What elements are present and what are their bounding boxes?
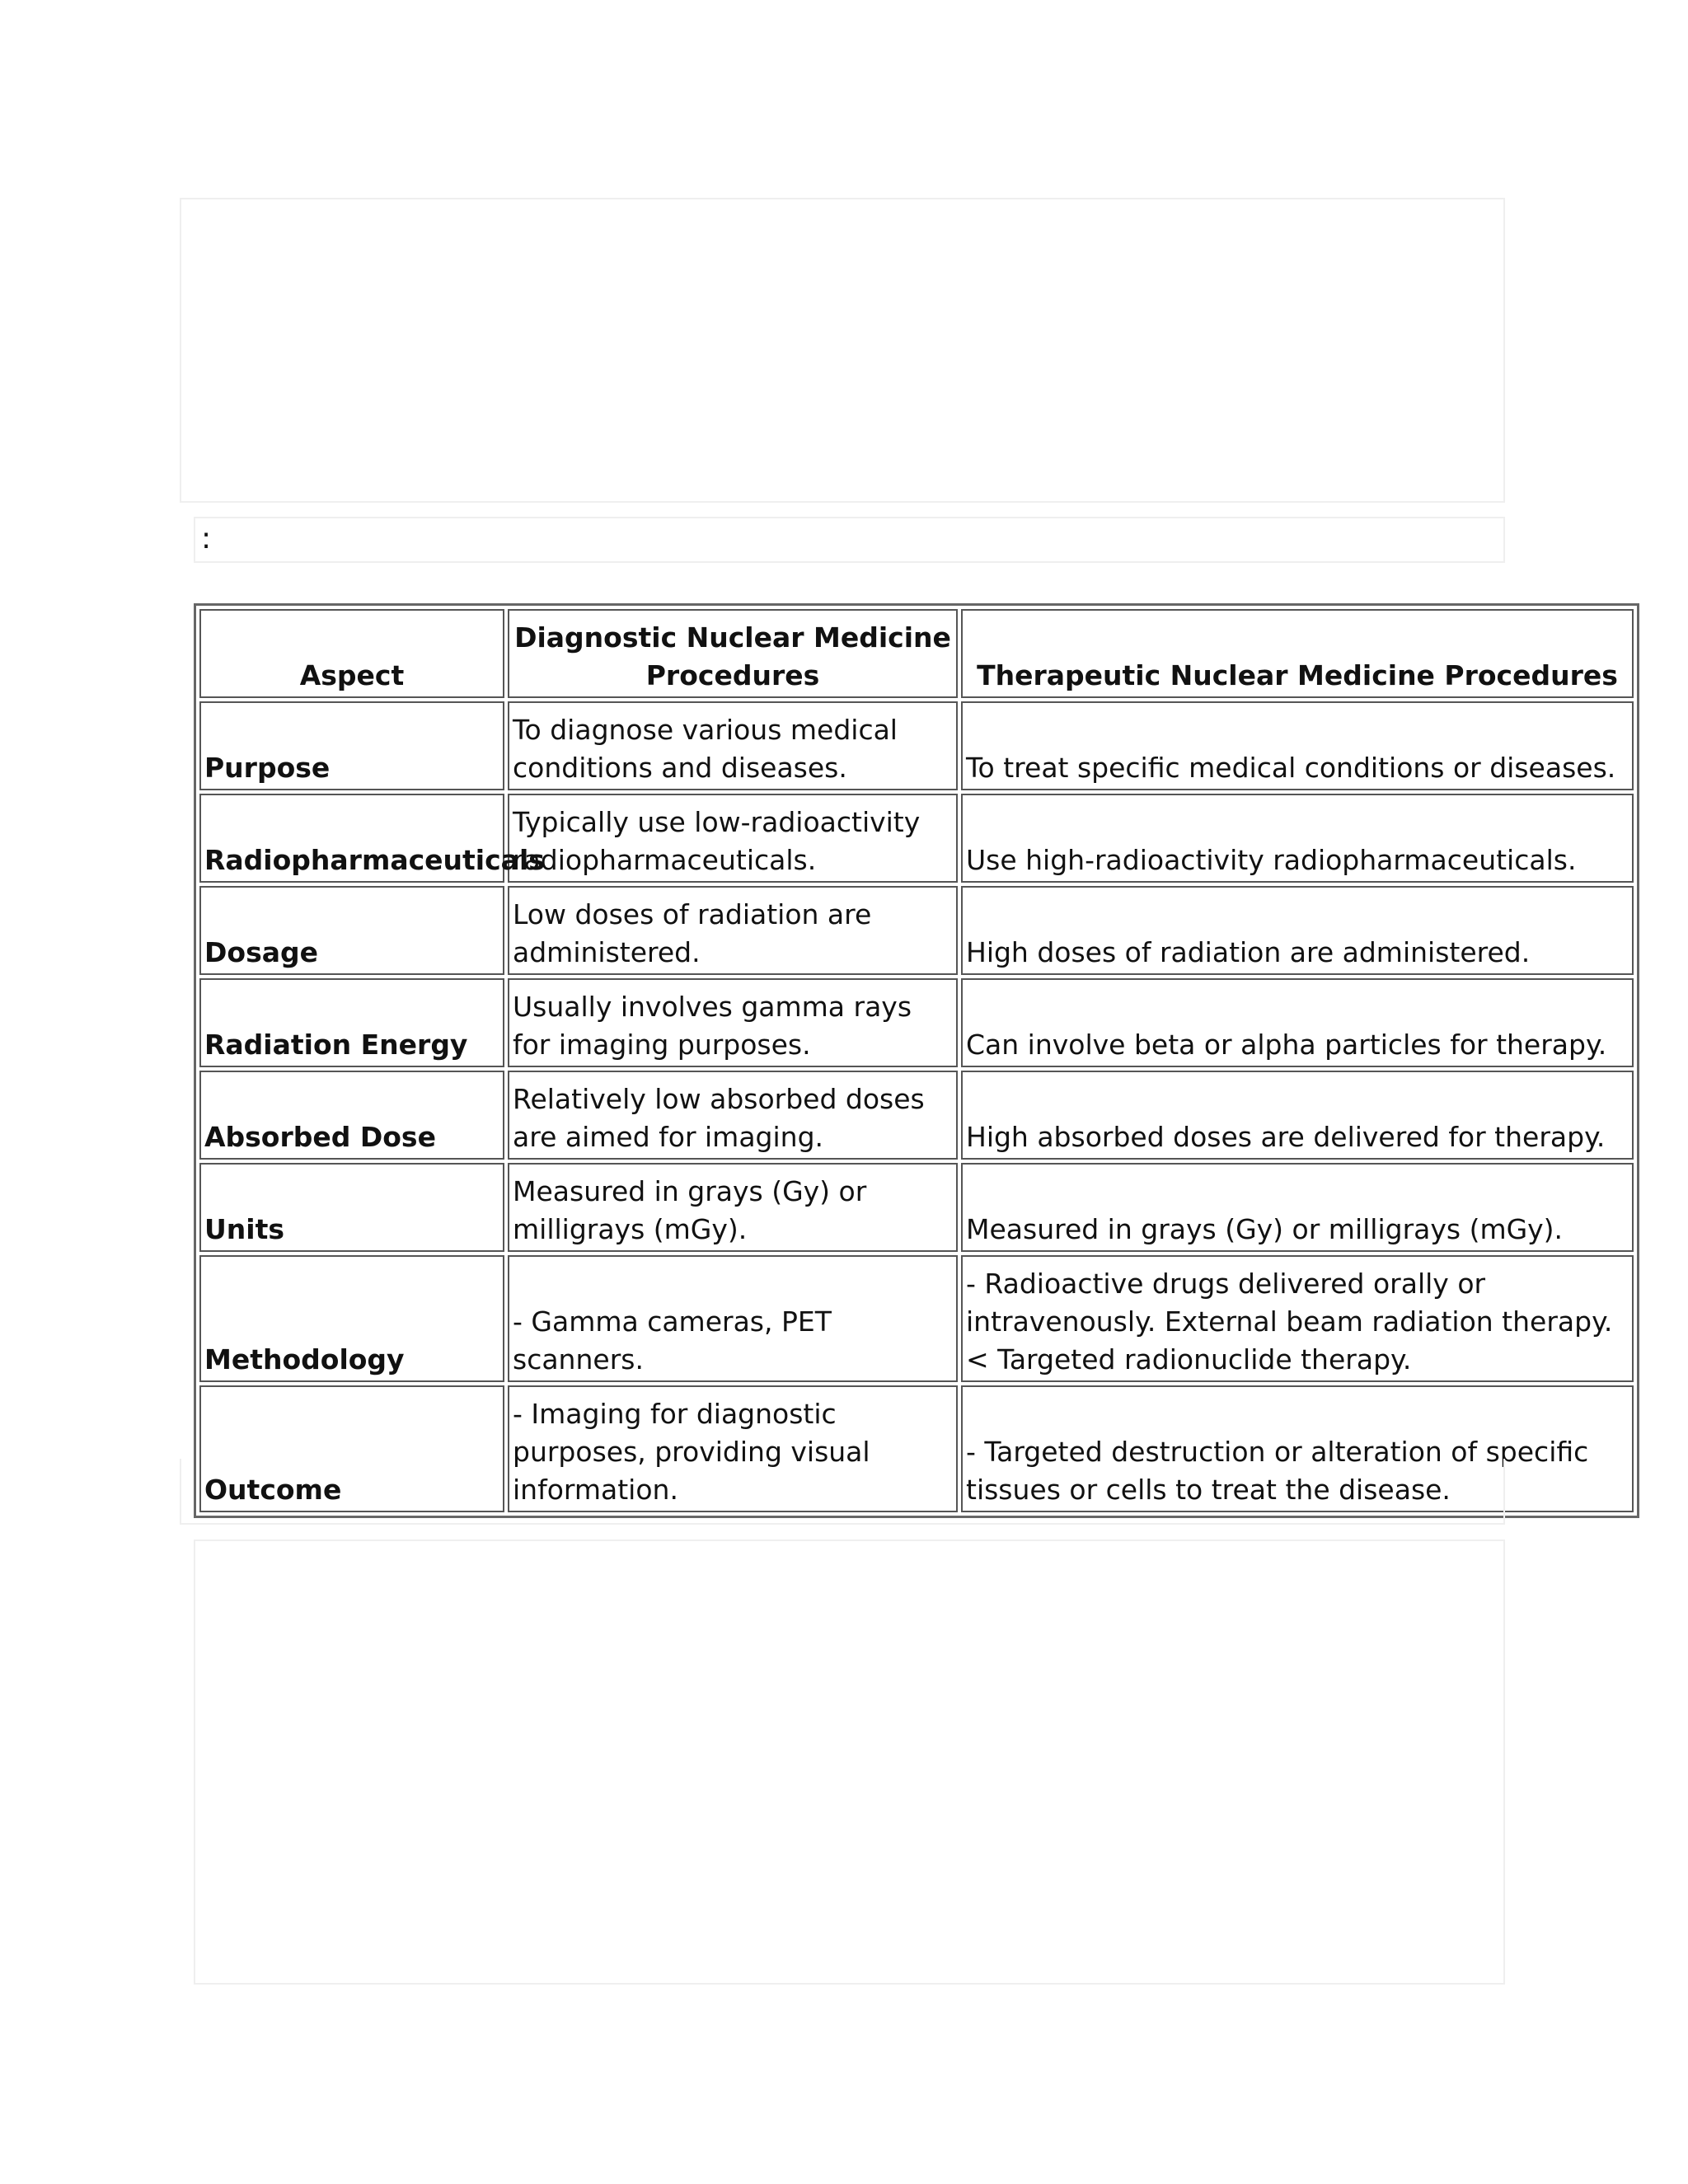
comparison-table (196, 606, 1637, 1516)
row-therapeutic-cell: To treat specific medical conditions or diseases. (961, 701, 1634, 790)
table-row (199, 886, 1634, 975)
row-diagnostic-cell: Low doses of radiation are administered. (508, 886, 958, 975)
intro-colon-text: : (201, 522, 212, 555)
row-diagnostic-cell: Usually involves gamma rays for imaging purposes. (508, 978, 958, 1067)
row-aspect-cell: Methodology (199, 1255, 504, 1382)
empty-content-frame-top (180, 198, 1505, 503)
row-therapeutic-cell: - Targeted destruction or alteration of specific tissues or cells to treat the disease. (961, 1385, 1634, 1512)
row-therapeutic-cell: Use high-radioactivity radiopharmaceuticals. (961, 794, 1634, 883)
row-aspect-cell: Outcome (199, 1385, 504, 1512)
comparison-table-container (194, 603, 1639, 1518)
row-diagnostic-cell: To diagnose various medical conditions and diseases. (508, 701, 958, 790)
table-header-row (199, 609, 1634, 698)
row-aspect-cell: Absorbed Dose (199, 1071, 504, 1160)
row-diagnostic-cell: - Gamma cameras, PET scanners. (508, 1255, 958, 1382)
row-therapeutic-cell: - Radioactive drugs delivered orally or intravenously. External beam radiation therapy. < Targeted radionuclide therapy. (961, 1255, 1634, 1382)
row-diagnostic-cell: Relatively low absorbed doses are aimed for imaging. (508, 1071, 958, 1160)
table-row (199, 701, 1634, 790)
row-diagnostic-cell: - Imaging for diagnostic purposes, providing visual information. (508, 1385, 958, 1512)
header-diagnostic: Diagnostic Nuclear Medicine Procedures (508, 609, 958, 698)
row-aspect-cell: Radiation Energy (199, 978, 504, 1067)
row-therapeutic-cell: Measured in grays (Gy) or milligrays (mGy). (961, 1163, 1634, 1252)
table-row (199, 1163, 1634, 1252)
row-diagnostic-cell: Measured in grays (Gy) or milligrays (mGy). (508, 1163, 958, 1252)
header-therapeutic: Therapeutic Nuclear Medicine Procedures (961, 609, 1634, 698)
row-diagnostic-cell: Typically use low-radioactivity radiopharmaceuticals. (508, 794, 958, 883)
header-aspect: Aspect (199, 609, 504, 698)
row-therapeutic-cell: High doses of radiation are administered. (961, 886, 1634, 975)
table-row (199, 1255, 1634, 1382)
empty-content-frame-bottom (194, 1540, 1505, 1985)
table-section-frame (180, 1459, 1505, 1525)
table-row (199, 1071, 1634, 1160)
row-aspect-cell: Radiopharmaceuticals (199, 794, 504, 883)
row-therapeutic-cell: High absorbed doses are delivered for therapy. (961, 1071, 1634, 1160)
row-aspect-cell: Purpose (199, 701, 504, 790)
table-row (199, 794, 1634, 883)
table-row (199, 978, 1634, 1067)
row-aspect-cell: Units (199, 1163, 504, 1252)
row-therapeutic-cell: Can involve beta or alpha particles for therapy. (961, 978, 1634, 1067)
row-aspect-cell: Dosage (199, 886, 504, 975)
intro-text-frame (194, 517, 1505, 563)
